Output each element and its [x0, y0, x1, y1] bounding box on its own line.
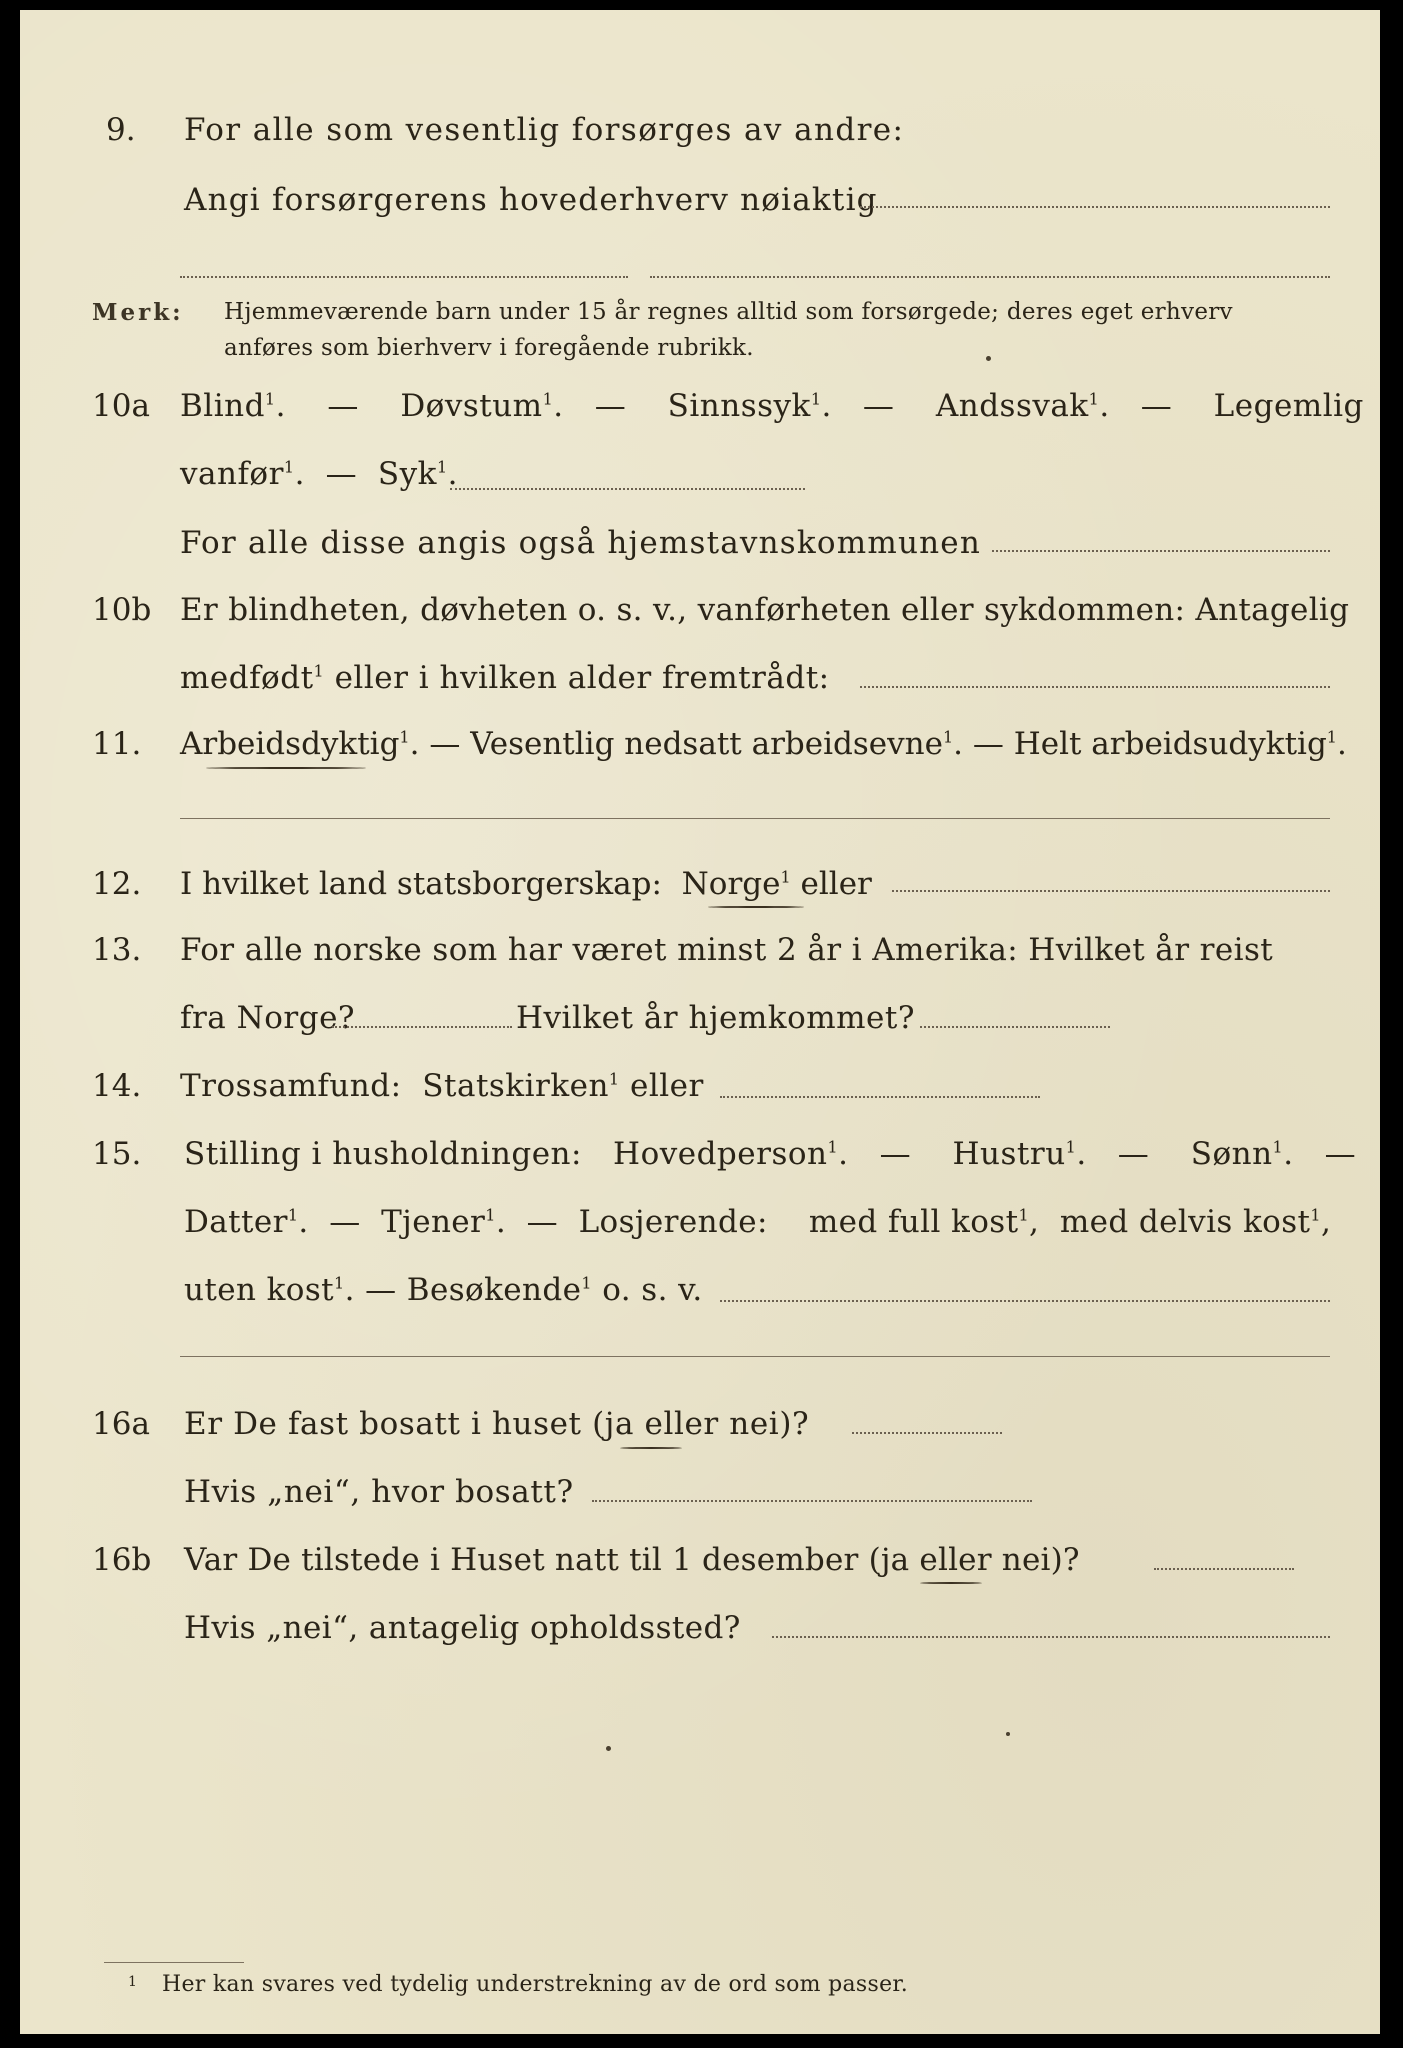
footnote-mark: 1 [128, 1974, 137, 1990]
q16b-line2: Hvis „nei“, antagelig opholdssted? [184, 1610, 741, 1646]
q10a-andssvak[interactable]: Andssvak [935, 388, 1089, 424]
footnote-text: Her kan svares ved tydelig understrekning av de ord som passer. [162, 1972, 909, 1997]
q11-number: 11. [92, 726, 142, 762]
q11-answer-line[interactable] [180, 818, 1330, 819]
q11-opt-nedsatt[interactable]: Vesentlig nedsatt arbeidsevne [470, 726, 943, 762]
q15-opt-sonn[interactable]: Sønn [1190, 1136, 1273, 1172]
paper-speck [986, 356, 991, 361]
q10a-number: 10a [92, 388, 150, 424]
q9-number: 9. [106, 112, 136, 148]
q10b-line1: Er blindheten, døvheten o. s. v., vanførheten eller sykdommen: Antagelig [180, 592, 1350, 628]
q11-opt-udyktig[interactable]: Helt arbeidsudyktig [1013, 726, 1327, 762]
q10a-line2: vanfør$^1$. — Syk$^1$. [180, 456, 458, 492]
q10b-answer-field[interactable] [860, 686, 1330, 688]
paper-speck [606, 1746, 611, 1751]
q10a-hjemstavn-field[interactable] [992, 550, 1330, 552]
q15-opt-tjener[interactable]: Tjener [381, 1204, 486, 1240]
q10a-blind[interactable]: Blind [180, 388, 265, 424]
q16b-opholdssted-field[interactable] [772, 1636, 1330, 1638]
q15-line1: Stilling i husholdningen: Hovedperson$^1$. — Hustru$^1$. — Sønn$^1$. — [184, 1136, 1357, 1172]
q12-answer-field[interactable] [892, 890, 1330, 892]
q16b-line1: Var De tilstede i Huset natt til 1 desember (ja eller nei)? [184, 1542, 1080, 1578]
merk-line2: anføres som bierhverv i foregående rubrikk. [224, 335, 754, 361]
q16b-number: 16b [92, 1542, 152, 1578]
q14-number: 14. [92, 1068, 142, 1104]
merk-label: Merk: [92, 299, 184, 326]
q10a-sinnssyk[interactable]: Sinnssyk [667, 388, 811, 424]
q10a-line3: For alle disse angis også hjemstavnskommunen [180, 525, 981, 561]
q10a-legemlig[interactable]: Legemlig [1213, 388, 1364, 424]
q13-line2b: Hvilket år hjemkommet? [516, 1000, 915, 1036]
q14-opt-statskirken[interactable]: Statskirken [422, 1068, 609, 1104]
q10a-answer-field[interactable] [450, 488, 805, 490]
q10b-medfodt[interactable]: medfødt [180, 660, 314, 696]
q15-opt-delvis-kost[interactable]: med delvis kost [1059, 1204, 1311, 1240]
q14-line: Trossamfund: Statskirken$^1$ eller [180, 1068, 704, 1104]
q9-answer-field-2[interactable] [180, 276, 628, 278]
q10a-syk[interactable]: Syk [377, 456, 437, 492]
q15-opt-uten-kost[interactable]: uten kost [184, 1272, 335, 1308]
q13-line1: For alle norske som har været minst 2 år i Amerika: Hvilket år reist [180, 932, 1274, 968]
q15-line3: uten kost$^1$. — Besøkende$^1$ o. s. v. [184, 1272, 703, 1308]
q9-line1: For alle som vesentlig forsørges av andre: [184, 112, 905, 148]
q10b-number: 10b [92, 592, 152, 628]
q10b-line2: medfødt$^1$ eller i hvilken alder fremtrådt: [180, 660, 830, 696]
q10a-dovstum[interactable]: Døvstum [400, 388, 543, 424]
q16a-line1: Er De fast bosatt i huset (ja eller nei)? [184, 1406, 810, 1442]
q11-opt-arbeidsdyktig[interactable]: Arbeidsdyktig [180, 726, 400, 762]
q16a-line2: Hvis „nei“, hvor bosatt? [184, 1474, 574, 1510]
merk-line1: Hjemmeværende barn under 15 år regnes alltid som forsørgede; deres eget erhverv [224, 299, 1233, 325]
q13-line2a: fra Norge? [180, 1000, 356, 1036]
q15-line2: Datter$^1$. — Tjener$^1$. — Losjerende: med full kost$^1$, med delvis kost$^1$, [184, 1204, 1332, 1240]
q16b-answer-field[interactable] [1154, 1568, 1294, 1570]
q10a-blind-line: Blind$^1$. — Døvstum$^1$. — Sinnssyk$^1$. — Andssvak$^1$. — Legemlig [180, 388, 1364, 424]
q12-line: I hvilket land statsborgerskap: Norge$^1$ eller [180, 866, 872, 902]
q13-number: 13. [92, 932, 142, 968]
q12-handwritten-underline [708, 906, 804, 908]
q12-opt-norge[interactable]: Norge [681, 866, 781, 902]
q15-opt-hovedperson[interactable]: Hovedperson [613, 1136, 828, 1172]
q15-answer-line[interactable] [180, 1356, 1330, 1357]
q15-opt-besokende[interactable]: Besøkende [406, 1272, 582, 1308]
footnote-rule [104, 1962, 244, 1963]
q15-answer-field[interactable] [720, 1300, 1330, 1302]
q16a-answer-field[interactable] [852, 1432, 1002, 1434]
q15-opt-full-kost[interactable]: med full kost [808, 1204, 1019, 1240]
q9-answer-field-3[interactable] [650, 276, 1330, 278]
q11-handwritten-underline [206, 767, 366, 769]
q10a-vanfor[interactable]: vanfør [180, 456, 284, 492]
q16a-number: 16a [92, 1406, 150, 1442]
q16a-handwritten-underline [620, 1447, 682, 1449]
census-form-page [20, 10, 1380, 2034]
q12-number: 12. [92, 866, 142, 902]
paper-speck [1006, 1732, 1010, 1736]
q16b-handwritten-underline [920, 1582, 982, 1584]
q14-answer-field[interactable] [720, 1096, 1040, 1098]
q15-opt-hustru[interactable]: Hustru [952, 1136, 1066, 1172]
q9-line2: Angi forsørgerens hovederhverv nøiaktig [184, 182, 878, 218]
q16a-bosatt-field[interactable] [592, 1500, 1032, 1502]
q9-answer-field[interactable] [860, 206, 1330, 208]
q13-hjemkommet-field[interactable] [920, 1026, 1110, 1028]
q13-reist-field[interactable] [332, 1026, 512, 1028]
q15-opt-datter[interactable]: Datter [184, 1204, 288, 1240]
q11-line: Arbeidsdyktig$^1$. — Vesentlig nedsatt arbeidsevne$^1$. — Helt arbeidsudyktig$^1$. [180, 726, 1347, 762]
q15-number: 15. [92, 1136, 142, 1172]
